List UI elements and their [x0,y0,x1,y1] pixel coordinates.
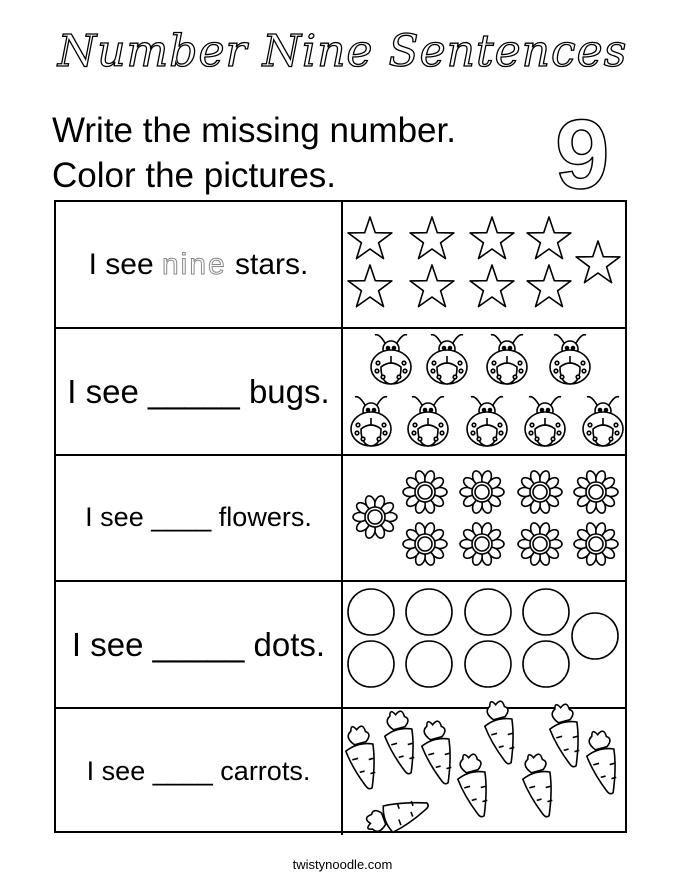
flower-icon [403,522,447,567]
dot-icon [523,641,569,687]
instruction-write: Write the missing number. [52,111,456,150]
carrot-icon [479,698,523,768]
ladybug-icon [351,397,391,446]
carrot-icon [544,701,588,771]
star-icon [527,265,571,307]
carrot-icon [340,723,384,793]
flower-icon [518,522,562,567]
ladybug-icon [550,335,590,384]
sentence-suffix: carrots. [212,756,311,786]
star-icon [410,217,454,259]
dot-icon [523,589,569,635]
instruction-color: Color the pictures. [52,156,337,195]
sentence-prefix: I see [86,756,153,786]
page-title: Number Nine Sentences [57,26,628,77]
star-icon [470,217,514,259]
sentence-suffix: dots. [244,625,326,663]
star-icon [410,265,454,307]
sentence-prefix: I see [67,372,149,410]
sentence-prefix: I see [88,247,162,281]
ladybug-icon [371,335,411,384]
ladybug-icon [583,397,623,446]
dot-icon [572,613,618,659]
sentence-suffix: stars. [226,247,309,281]
traced-answer: nine [161,247,227,281]
sentence-prefix: I see [85,502,152,532]
sentence-suffix: flowers. [211,502,312,532]
carrot-icon [517,751,561,821]
dot-icon [348,589,394,635]
ladybug-icon [427,335,467,384]
ladybug-icon [487,335,527,384]
answer-blank[interactable]: ____ [152,756,213,786]
dot-icon [348,641,394,687]
ladybug-icon [467,397,507,446]
dot-icon [406,641,452,687]
flower-icon [518,470,562,515]
dot-icon [406,589,452,635]
dot-icon [465,641,511,687]
flower-icon [460,522,504,567]
answer-blank[interactable]: ____ [151,502,212,532]
star-icon [470,265,514,307]
flower-icon [353,495,397,540]
sentence-suffix: bugs. [239,372,330,410]
carrot-icon [452,751,496,821]
ladybug-icon [525,397,565,446]
star-icon [348,265,392,307]
flower-icon [574,470,618,515]
star-icon [348,217,392,259]
star-icon [527,217,571,259]
dot-icon [465,589,511,635]
carrot-icon [363,791,433,839]
outlined-number: 9 [555,99,610,209]
star-icon [576,241,620,283]
answer-blank[interactable]: _____ [148,372,240,410]
answer-blank[interactable]: _____ [152,625,245,663]
ladybug-icon [408,397,448,446]
sentence-prefix: I see [71,625,153,663]
carrot-icon [581,728,625,798]
flower-icon [574,522,618,567]
carrot-icon [379,708,423,778]
footer-credit: twistynoodle.com [292,857,393,872]
carrot-icon [416,718,460,788]
flower-icon [403,470,447,515]
flower-icon [460,470,504,515]
